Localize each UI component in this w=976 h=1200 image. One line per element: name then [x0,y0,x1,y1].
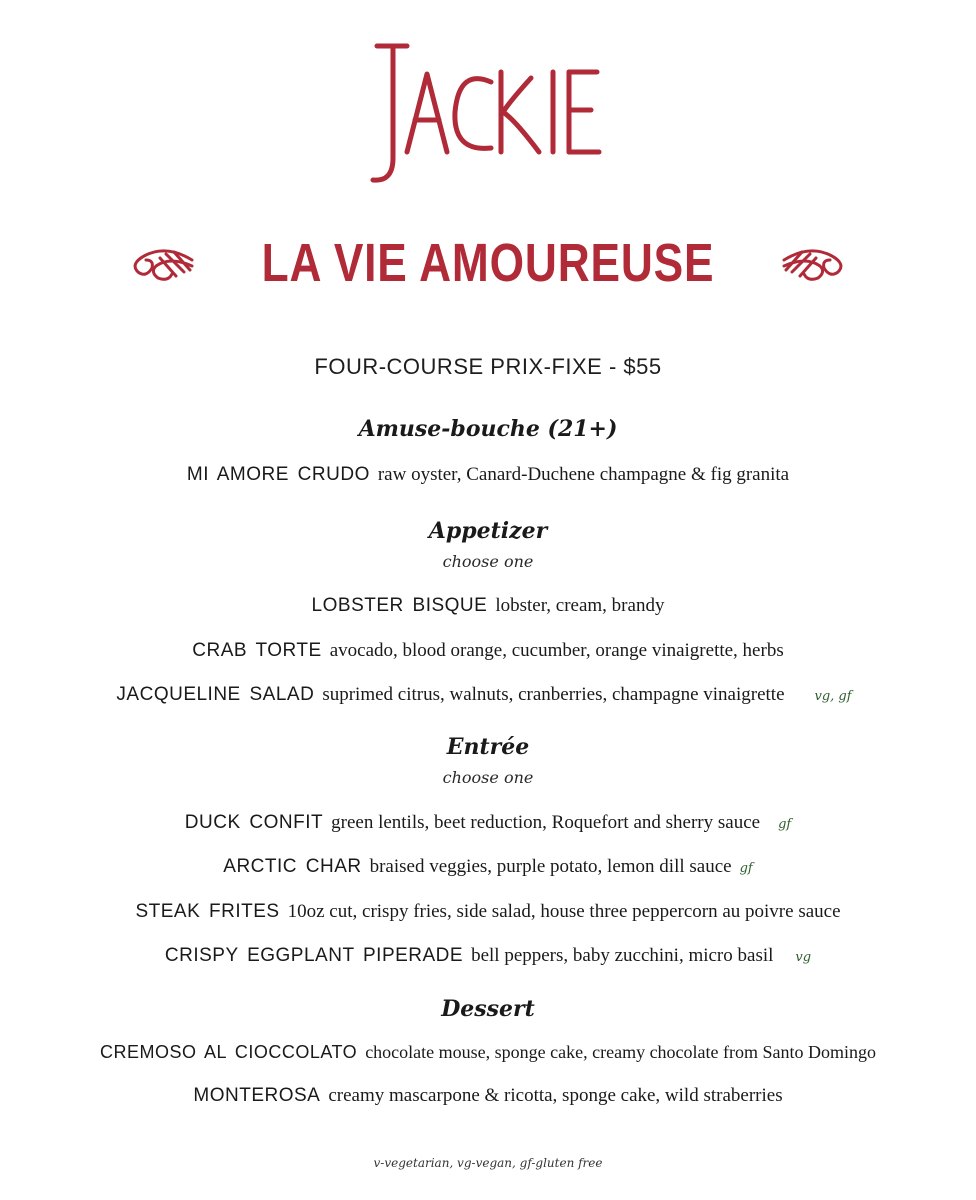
item-description: bell peppers, baby zucchini, micro basil [471,945,774,966]
flourish-icon [126,238,196,288]
section-title-entree: Entrée [446,734,530,760]
menu-item [0,901,976,923]
menu-item [0,640,976,662]
item-description: suprimed citrus, walnuts, cranberries, champagne vinaigrette [322,684,785,705]
flourish-icon [780,238,850,288]
item-name: CREMOSO AL CIOCCOLATO [99,1042,358,1062]
dietary-tag: vg, gf [814,689,852,704]
menu-item [0,684,972,706]
dietary-tag: gf [778,817,792,832]
menu-item [0,812,976,834]
item-description: 10oz cut, crispy fries, side salad, house three peppercorn au poivre sauce [287,901,841,922]
item-description: raw oyster, Canard-Duchene champagne & fig granita [377,464,790,485]
section-title-dessert: Dessert [441,996,535,1022]
menu-banner [0,228,976,298]
menu-item [0,464,976,486]
menu-item [0,1085,976,1107]
item-name: DUCK CONFIT [184,812,324,833]
item-name: CRISPY EGGPLANT PIPERADE [164,945,464,966]
item-name: LOBSTER BISQUE [311,595,488,616]
item-name: MONTEROSA [193,1085,321,1106]
section-subtitle: choose one [442,552,534,571]
prix-fixe-price: FOUR-COURSE PRIX-FIXE - $55 [314,354,662,379]
item-description: lobster, cream, brandy [495,595,665,616]
section-subtitle: choose one [442,768,534,787]
menu-item [0,856,976,878]
item-name: JACQUELINE SALAD [116,684,315,705]
dietary-tag: gf [739,861,753,876]
menu-title: LA VIE AMOUREUSE [261,233,715,293]
item-description: braised veggies, purple potato, lemon dill sauce [369,856,732,877]
dietary-legend: v-vegetarian, vg-vegan, gf-gluten free [373,1156,603,1170]
item-description: creamy mascarpone & ricotta, sponge cake, wild straberries [328,1085,783,1106]
item-name: STEAK FRITES [135,901,280,922]
item-description: avocado, blood orange, cucumber, orange vinaigrette, herbs [329,640,784,661]
menu-item [0,945,976,967]
item-name: ARCTIC CHAR [223,856,362,877]
item-name: MI AMORE CRUDO [186,464,370,485]
item-description: chocolate mouse, sponge cake, creamy chocolate from Santo Domingo [365,1042,877,1062]
restaurant-logo [0,40,976,190]
dietary-tag: vg [795,950,812,965]
item-name: CRAB TORTE [192,640,322,661]
section-title-amuse-bouche: Amuse-bouche (21+) [358,416,618,442]
menu-item [0,1042,976,1063]
item-description: green lentils, beet reduction, Roquefort and sherry sauce [331,812,761,833]
section-title-appetizer: Appetizer [428,518,548,544]
menu-item [0,595,976,617]
jackie-logo-icon [363,40,613,190]
